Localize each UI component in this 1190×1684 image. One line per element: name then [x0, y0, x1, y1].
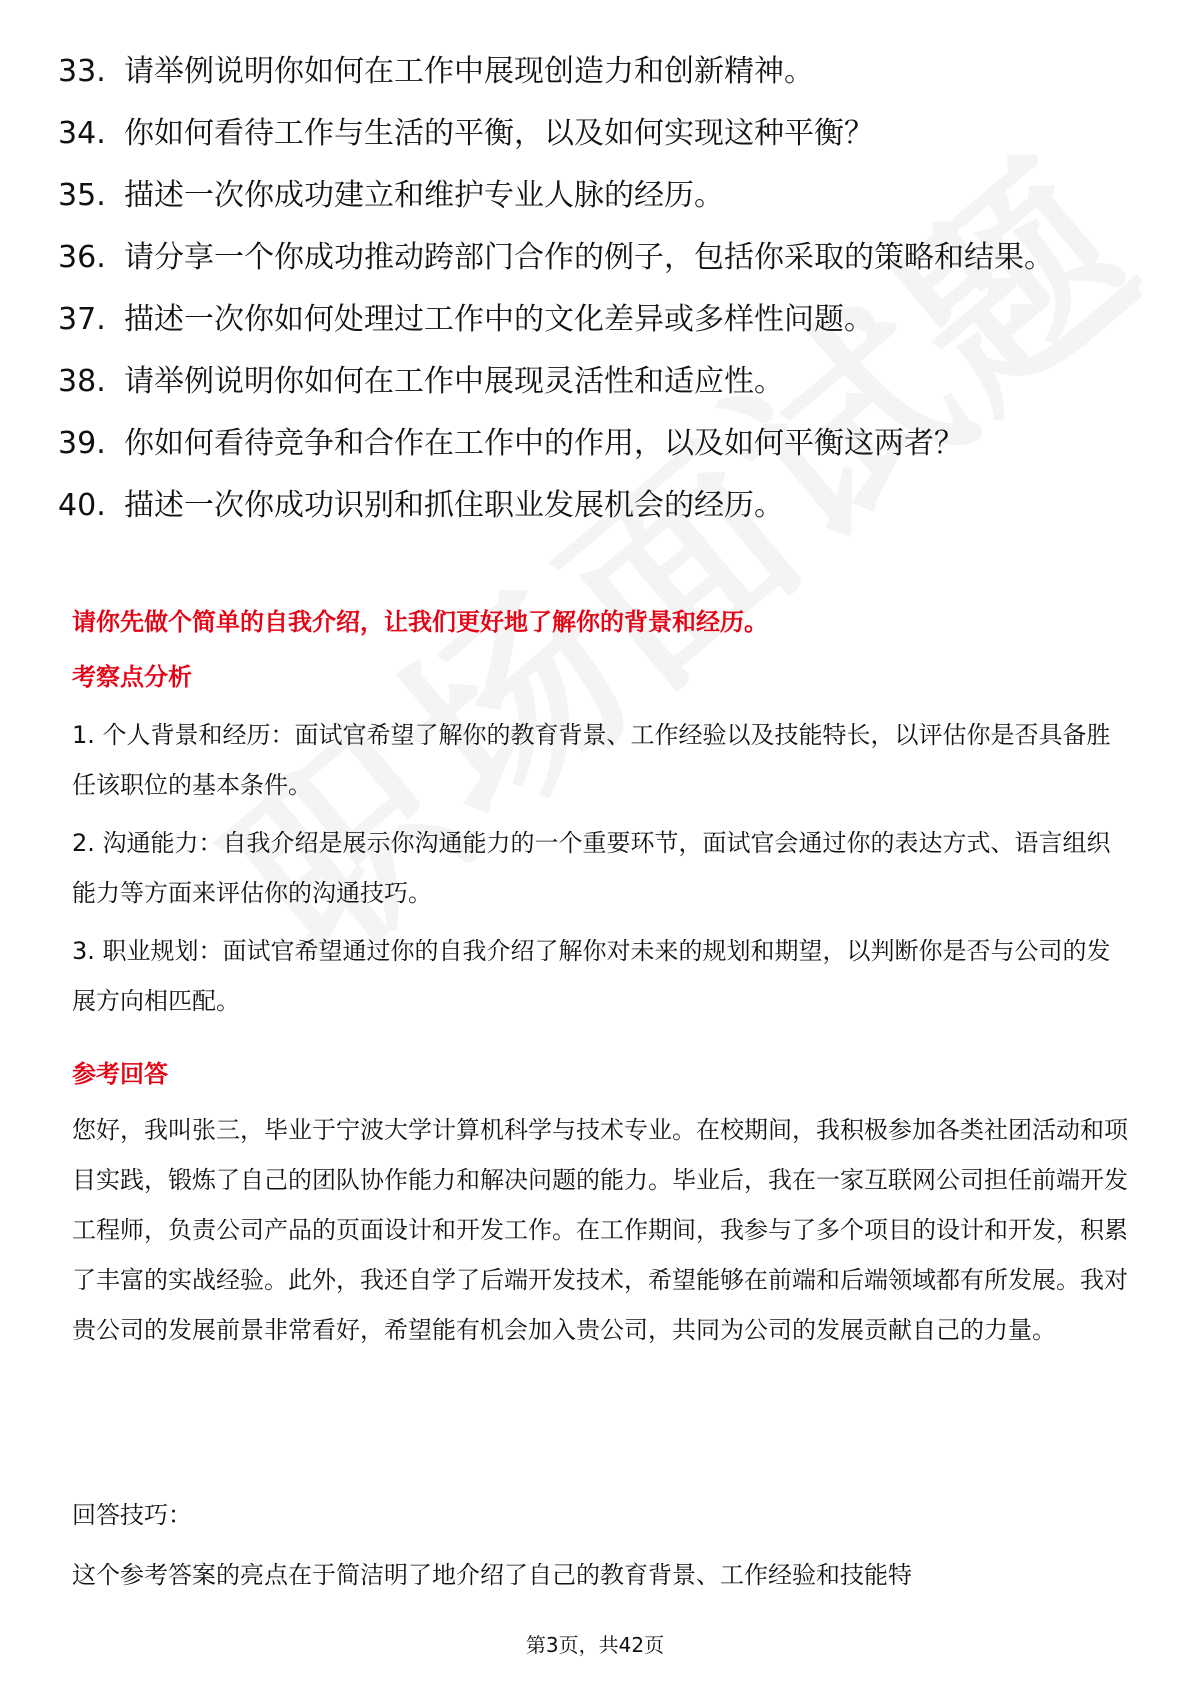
- question-item: [58, 114, 1138, 154]
- question-number: 40 .: [58, 486, 120, 526]
- page-footer: 第3页，共42页: [525, 1633, 665, 1657]
- tips-label: 回答技巧：: [72, 1501, 192, 1529]
- analysis-block: [72, 710, 1132, 1034]
- question-number: 36 .: [58, 238, 120, 278]
- question-item: [58, 486, 1138, 526]
- question-text: 描述一次你成功建立和维护专业人脉的经历。: [124, 178, 724, 213]
- section-question: 请你先做个简单的自我介绍，让我们更好地了解你的背景和经历。: [72, 608, 768, 636]
- question-text: 描述一次你成功识别和抓住职业发展机会的经历。: [124, 488, 784, 523]
- question-item: [58, 52, 1138, 92]
- question-text: 你如何看待竞争和合作在工作中的作用，以及如何平衡这两者？: [124, 426, 964, 461]
- question-number: 39 .: [58, 424, 120, 464]
- question-item: [58, 176, 1138, 216]
- answer-heading: 参考回答: [72, 1060, 168, 1088]
- analysis-heading: 考察点分析: [72, 663, 192, 691]
- analysis-item: 3. 职业规划：面试官希望通过你的自我介绍了解你对未来的规划和期望，以判断你是否与公司的发展方向相匹配。: [72, 937, 1111, 1015]
- question-number: 33 .: [58, 52, 120, 92]
- question-number: 38 .: [58, 362, 120, 402]
- question-number: 35 .: [58, 176, 120, 216]
- question-text: 描述一次你如何处理过工作中的文化差异或多样性问题。: [124, 302, 874, 337]
- question-item: [58, 424, 1138, 464]
- question-text: 请分享一个你成功推动跨部门合作的例子，包括你采取的策略和结果。: [124, 240, 1054, 275]
- question-number: 34 .: [58, 114, 120, 154]
- question-item: [58, 300, 1138, 340]
- answer-text: 您好，我叫张三，毕业于宁波大学计算机科学与技术专业。在校期间，我积极参加各类社团活动和项目实践，锻炼了自己的团队协作能力和解决问题的能力。毕业后，我在一家互联网公司担任前端开发工程师，负责公司产品的页面设计和开发工作。在工作期间，我参与了多个项目的设计和开发，积累了丰富的实战经验。此外，我还自学了后端开发技术，希望能够在前端和后端领域都有所发展。我对贵公司的发展前景非常看好，希望能有机会加入贵公司，共同为公司的发展贡献自己的力量。: [72, 1116, 1128, 1344]
- analysis-item: 1. 个人背景和经历：面试官希望了解你的教育背景、工作经验以及技能特长，以评估你是否具备胜任该职位的基本条件。: [72, 721, 1111, 799]
- question-text: 请举例说明你如何在工作中展现灵活性和适应性。: [124, 364, 784, 399]
- question-list: [58, 52, 1138, 548]
- question-item: [58, 238, 1138, 278]
- tips-text: 这个参考答案的亮点在于简洁明了地介绍了自己的教育背景、工作经验和技能特: [72, 1561, 912, 1589]
- question-text: 你如何看待工作与生活的平衡，以及如何实现这种平衡？: [124, 116, 874, 151]
- analysis-item: 2. 沟通能力：自我介绍是展示你沟通能力的一个重要环节，面试官会通过你的表达方式、语言组织能力等方面来评估你的沟通技巧。: [72, 829, 1111, 907]
- question-text: 请举例说明你如何在工作中展现创造力和创新精神。: [124, 54, 814, 89]
- question-number: 37 .: [58, 300, 120, 340]
- question-item: [58, 362, 1138, 402]
